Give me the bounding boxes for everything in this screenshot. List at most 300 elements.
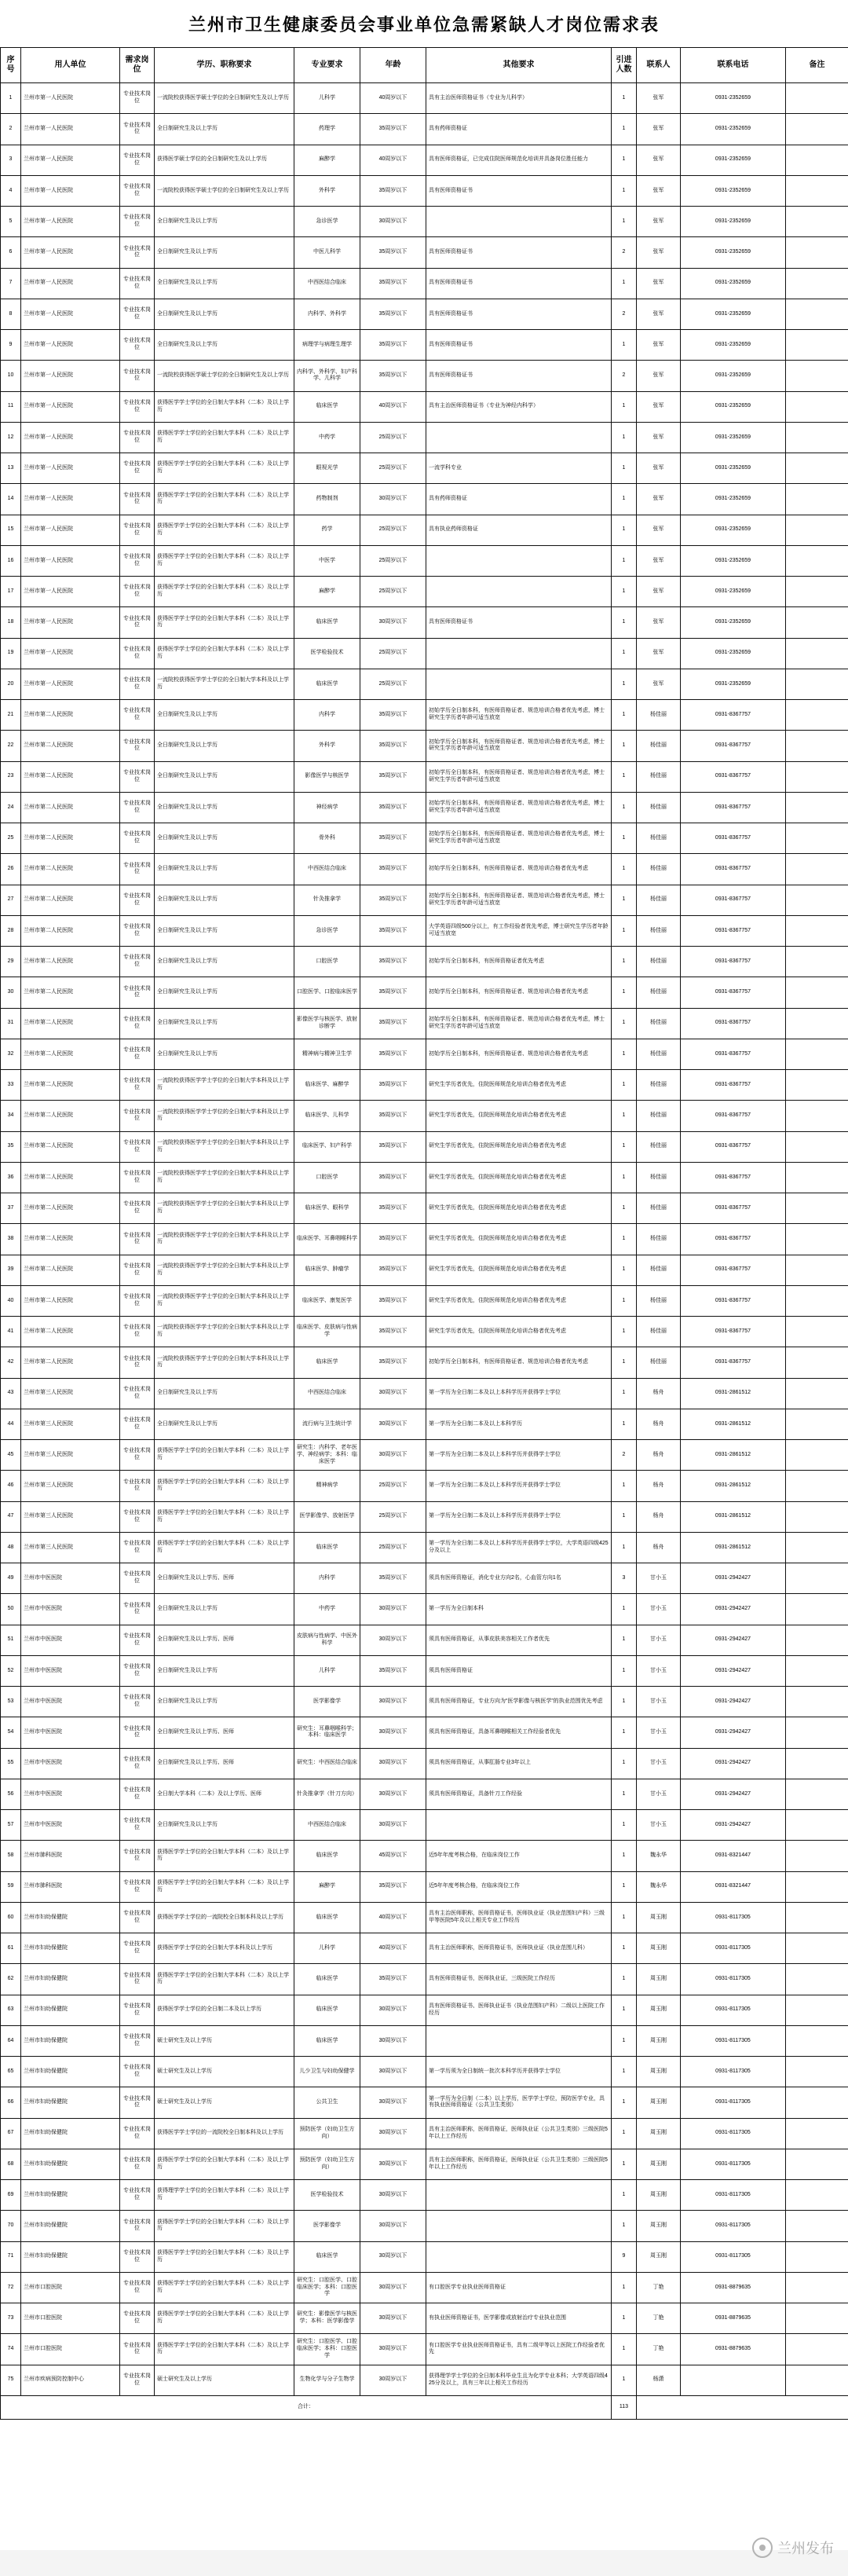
other-requirements-cell: 须具有医师资格证，专业方向为“医学影像与核医学”的执业范围优先考虑 [426,1687,612,1717]
headcount-cell: 1 [612,2118,637,2149]
major-cell: 中医学 [294,545,360,576]
age-cell: 35周岁以下 [360,361,426,391]
contact-person-cell: 杨佳丽 [637,1131,681,1162]
contact-phone-cell: 0931-8117305 [681,2057,786,2087]
headcount-cell: 2 [612,237,637,268]
headcount-cell: 1 [612,484,637,515]
contact-phone-cell: 0931-8117305 [681,2180,786,2211]
contact-phone-cell: 0931-8367757 [681,1285,786,1316]
remarks-cell [786,2057,848,2087]
major-cell: 内科学 [294,1563,360,1594]
header-cell: 联系人 [637,48,681,83]
contact-person-cell: 杨舟 [637,1471,681,1501]
row-number: 66 [1,2087,21,2118]
contact-person-cell: 周玉刚 [637,2025,681,2056]
remarks-cell [786,1378,848,1409]
header-cell: 联系电话 [681,48,786,83]
table-row [1,607,848,638]
contact-person-cell: 丁艳 [637,2272,681,2303]
page-title: 兰州市卫生健康委员会事业单位急需紧缺人才岗位需求表 [188,14,660,35]
other-requirements-cell [426,207,612,237]
remarks-cell [786,1440,848,1471]
other-requirements-cell: 初始学历全日制本科，有医师资格证者、规范培训合格者优先考虑 [426,1347,612,1378]
post-type-cell: 专业技术岗位 [120,237,155,268]
contact-person-cell: 张军 [637,268,681,299]
other-requirements-cell: 初始学历全日制本科，有医师资格证者、规范培训合格者优先考虑，博士研究生学历者年龄可适当放宽 [426,792,612,823]
contact-person-cell: 周玉刚 [637,1964,681,1995]
remarks-cell [786,854,848,885]
age-cell: 30周岁以下 [360,1594,426,1625]
employer-cell: 兰州市第一人民医院 [21,391,120,422]
contact-phone-cell: 0931-8117305 [681,2241,786,2272]
education-cell: 全日制研究生及以上学历、医师 [155,1717,294,1748]
age-cell: 35周岁以下 [360,947,426,977]
row-number: 61 [1,1933,21,1964]
age-cell: 35周岁以下 [360,823,426,854]
post-type-cell: 专业技术岗位 [120,1347,155,1378]
other-requirements-cell [426,2241,612,2272]
major-cell: 临床医学、耳鼻咽喉科学 [294,1224,360,1255]
remarks-cell [786,1594,848,1625]
header-cell: 学历、职称要求 [155,48,294,83]
other-requirements-cell: 第一学历为全日制二本及以上本科学历并获得学士学位，大学英语四级425分及以上 [426,1532,612,1563]
contact-person-cell: 张军 [637,453,681,484]
major-cell: 麻醉学 [294,577,360,607]
employer-cell: 兰州市第一人民医院 [21,299,120,329]
contact-person-cell: 周玉刚 [637,2087,681,2118]
remarks-cell [786,2087,848,2118]
table-row [1,484,848,515]
education-cell: 获得医学学士学位的一流院校全日制本科及以上学历 [155,2118,294,2149]
row-number: 38 [1,1224,21,1255]
remarks-cell [786,1871,848,1902]
other-requirements-cell: 第一学历为全日制二本及以上本科学历并获得学士学位 [426,1471,612,1501]
age-cell: 35周岁以下 [360,1070,426,1101]
age-cell: 35周岁以下 [360,977,426,1008]
education-cell: 获得医学学士学位的全日制大学本科（二本）及以上学历 [155,545,294,576]
headcount-cell: 1 [612,453,637,484]
contact-person-cell: 张军 [637,422,681,453]
age-cell: 40周岁以下 [360,83,426,114]
contact-phone-cell: 0931-2352659 [681,638,786,669]
major-cell: 研究生：耳鼻咽喉科学；本科：临床医学 [294,1717,360,1748]
post-type-cell: 专业技术岗位 [120,607,155,638]
post-type-cell: 专业技术岗位 [120,1779,155,1809]
contact-phone-cell: 0931-2352659 [681,422,786,453]
contact-person-cell: 张军 [637,638,681,669]
education-cell: 一流院校获得医学学士学位的全日制大学本科及以上学历 [155,1193,294,1224]
contact-person-cell: 杨佳丽 [637,700,681,731]
total-value: 113 [612,2395,637,2419]
table-row [1,1008,848,1039]
remarks-cell [786,237,848,268]
table-row [1,977,848,1008]
major-cell: 临床医学 [294,1347,360,1378]
headcount-cell: 1 [612,1810,637,1841]
post-type-cell: 专业技术岗位 [120,577,155,607]
post-type-cell: 专业技术岗位 [120,1933,155,1964]
table-row [1,731,848,761]
headcount-cell: 1 [612,1409,637,1439]
contact-person-cell: 杨佳丽 [637,885,681,915]
remarks-cell [786,915,848,946]
remarks-cell [786,731,848,761]
post-type-cell: 专业技术岗位 [120,700,155,731]
remarks-cell [786,484,848,515]
post-type-cell: 专业技术岗位 [120,1625,155,1655]
table-row [1,1224,848,1255]
post-type-cell: 专业技术岗位 [120,175,155,206]
education-cell: 获得医学学士学位的全日制大学本科（二本）及以上学历 [155,2334,294,2365]
table-row [1,2057,848,2087]
remarks-cell [786,2303,848,2334]
headcount-cell: 1 [612,1501,637,1532]
age-cell: 30周岁以下 [360,1748,426,1779]
age-cell: 35周岁以下 [360,1964,426,1995]
remarks-cell [786,1995,848,2025]
post-type-cell: 专业技术岗位 [120,1070,155,1101]
table-row [1,761,848,792]
table-row [1,823,848,854]
post-type-cell: 专业技术岗位 [120,792,155,823]
contact-phone-cell: 0931-2352659 [681,515,786,545]
employer-cell: 兰州市第二人民医院 [21,1224,120,1255]
age-cell: 35周岁以下 [360,299,426,329]
employer-cell: 兰州市第一人民医院 [21,207,120,237]
major-cell: 内科学 [294,700,360,731]
contact-phone-cell: 0931-8321447 [681,1871,786,1902]
contact-phone-cell: 0931-8879635 [681,2334,786,2365]
post-type-cell: 专业技术岗位 [120,638,155,669]
major-cell: 生物化学与分子生物学 [294,2365,360,2395]
row-number: 74 [1,2334,21,2365]
headcount-cell: 1 [612,977,637,1008]
post-type-cell: 专业技术岗位 [120,1964,155,1995]
age-cell: 35周岁以下 [360,1255,426,1285]
contact-phone-cell: 0931-2352659 [681,330,786,361]
remarks-cell [786,1255,848,1285]
contact-phone-cell: 0931-8117305 [681,1902,786,1933]
other-requirements-cell: 大学英语四级500分以上，有工作经验者优先考虑，博士研究生学历者年龄可适当放宽 [426,915,612,946]
employer-cell: 兰州市第一人民医院 [21,577,120,607]
remarks-cell [786,1101,848,1131]
watermark [752,2538,834,2558]
remarks-cell [786,1779,848,1809]
contact-person-cell: 张军 [637,83,681,114]
table-row [1,1285,848,1316]
other-requirements-cell: 具有医师资格证书 [426,175,612,206]
contact-phone-cell: 0931-8367757 [681,1255,786,1285]
employer-cell: 兰州市妇幼保健院 [21,2025,120,2056]
education-cell: 全日制研究生及以上学历 [155,1409,294,1439]
age-cell: 30周岁以下 [360,2365,426,2395]
row-number: 13 [1,453,21,484]
education-cell: 全日制研究生及以上学历 [155,761,294,792]
row-number: 5 [1,207,21,237]
employer-cell: 兰州市第三人民医院 [21,1532,120,1563]
other-requirements-cell: 具有医师资格证书、医师执业证书（执业范围妇产科）二级以上医院工作经历 [426,1995,612,2025]
contact-phone-cell: 0931-2942427 [681,1810,786,1841]
table-row [1,299,848,329]
table-row [1,2180,848,2211]
education-cell: 硕士研究生及以上学历 [155,2087,294,2118]
contact-phone-cell: 0931-8117305 [681,1933,786,1964]
table-row [1,83,848,114]
post-type-cell: 专业技术岗位 [120,1532,155,1563]
headcount-cell: 1 [612,175,637,206]
remarks-cell [786,669,848,699]
table-row [1,268,848,299]
row-number: 25 [1,823,21,854]
age-cell: 25周岁以下 [360,453,426,484]
major-cell: 口腔医学 [294,1162,360,1193]
contact-phone-cell: 0931-2352659 [681,453,786,484]
contact-phone-cell: 0931-8367757 [681,977,786,1008]
remarks-cell [786,1933,848,1964]
post-type-cell: 专业技术岗位 [120,915,155,946]
age-cell: 35周岁以下 [360,1131,426,1162]
headcount-cell: 1 [612,1317,637,1347]
other-requirements-cell: 具有医师资格证，已完成住院医师规范化培训并具备岗位胜任能力 [426,145,612,175]
contact-phone-cell: 0931-2942427 [681,1779,786,1809]
contact-person-cell: 张军 [637,361,681,391]
age-cell: 30周岁以下 [360,2149,426,2179]
post-type-cell: 专业技术岗位 [120,1717,155,1748]
major-cell: 医学检验技术 [294,638,360,669]
employer-cell: 兰州市第二人民医院 [21,977,120,1008]
headcount-cell: 1 [612,330,637,361]
age-cell: 25周岁以下 [360,1471,426,1501]
post-type-cell: 专业技术岗位 [120,1317,155,1347]
education-cell: 硕士研究生及以上学历 [155,2057,294,2087]
major-cell: 影像医学与核医学、放射诊断学 [294,1008,360,1039]
remarks-cell [786,1964,848,1995]
contact-phone-cell: 0931-8367757 [681,1039,786,1069]
contact-phone-cell: 0931-2352659 [681,145,786,175]
other-requirements-cell: 研究生学历者优先，住院医师规范化培训合格者优先考虑 [426,1193,612,1224]
education-cell: 全日制研究生及以上学历 [155,237,294,268]
education-cell: 全日制研究生及以上学历 [155,792,294,823]
age-cell: 35周岁以下 [360,1224,426,1255]
contact-phone-cell: 0931-2352659 [681,268,786,299]
employer-cell: 兰州市中医医院 [21,1748,120,1779]
contact-phone-cell: 0931-8367757 [681,761,786,792]
age-cell: 35周岁以下 [360,915,426,946]
contact-phone-cell: 0931-8117305 [681,1964,786,1995]
post-type-cell: 专业技术岗位 [120,1378,155,1409]
row-number: 39 [1,1255,21,1285]
education-cell: 全日制研究生及以上学历 [155,114,294,145]
age-cell: 30周岁以下 [360,1409,426,1439]
employer-cell: 兰州市中医医院 [21,1810,120,1841]
age-cell: 35周岁以下 [360,854,426,885]
headcount-cell: 1 [612,2057,637,2087]
contact-phone-cell: 0931-2352659 [681,669,786,699]
major-cell: 精神病学 [294,1471,360,1501]
education-cell: 一流院校获得医学学士学位的全日制大学本科及以上学历 [155,1070,294,1101]
other-requirements-cell: 第一学历为全日制二本及以上本科学历并获得学士学位 [426,1501,612,1532]
headcount-cell: 1 [612,1687,637,1717]
remarks-cell [786,577,848,607]
other-requirements-cell: 第一学历为全日制二本及以上本科学历并获得学士学位 [426,1440,612,1471]
major-cell: 中医儿科学 [294,237,360,268]
post-type-cell: 专业技术岗位 [120,1255,155,1285]
major-cell: 精神病与精神卫生学 [294,1039,360,1069]
contact-person-cell: 张军 [637,577,681,607]
table-row [1,1871,848,1902]
contact-phone-cell: 0931-2861512 [681,1471,786,1501]
contact-phone-cell: 0931-2942427 [681,1594,786,1625]
table-row [1,1101,848,1131]
contact-phone-cell: 0931-8117305 [681,2087,786,2118]
post-type-cell: 专业技术岗位 [120,484,155,515]
table-row [1,1378,848,1409]
other-requirements-cell: 须具有医师资格证，消化专业方向2名，心血管方向1名 [426,1563,612,1594]
row-number: 63 [1,1995,21,2025]
post-type-cell: 专业技术岗位 [120,114,155,145]
post-type-cell: 专业技术岗位 [120,2241,155,2272]
row-number: 42 [1,1347,21,1378]
headcount-cell: 1 [612,2211,637,2241]
contact-phone-cell: 0931-2942427 [681,1625,786,1655]
remarks-cell [786,2180,848,2211]
major-cell: 临床医学 [294,1532,360,1563]
post-type-cell: 专业技术岗位 [120,1501,155,1532]
remarks-cell [786,1841,848,1871]
age-cell: 35周岁以下 [360,175,426,206]
contact-person-cell: 张军 [637,237,681,268]
other-requirements-cell [426,577,612,607]
major-cell: 中西医结合临床 [294,854,360,885]
post-type-cell: 专业技术岗位 [120,1748,155,1779]
education-cell: 全日制研究生及以上学历、医师 [155,1625,294,1655]
headcount-cell: 1 [612,114,637,145]
contact-person-cell: 丁艳 [637,2334,681,2365]
headcount-cell: 1 [612,947,637,977]
other-requirements-cell [426,545,612,576]
remarks-cell [786,1810,848,1841]
other-requirements-cell: 第一学历为全日制本科 [426,1594,612,1625]
post-type-cell: 专业技术岗位 [120,669,155,699]
employer-cell: 兰州市第二人民医院 [21,1070,120,1101]
post-type-cell: 专业技术岗位 [120,1039,155,1069]
table-row [1,422,848,453]
education-cell: 获得医学学士学位的全日制大学本科（二本）及以上学历 [155,2211,294,2241]
contact-person-cell: 周玉刚 [637,1995,681,2025]
post-type-cell: 专业技术岗位 [120,330,155,361]
employer-cell: 兰州市第三人民医院 [21,1409,120,1439]
table-row [1,114,848,145]
post-type-cell: 专业技术岗位 [120,1810,155,1841]
other-requirements-cell [426,2211,612,2241]
table-row [1,1964,848,1995]
age-cell: 40周岁以下 [360,145,426,175]
education-cell: 获得医学学士学位的全日制大学本科（二本）及以上学历 [155,2149,294,2179]
education-cell: 全日制研究生及以上学历 [155,1687,294,1717]
major-cell: 医学影像学 [294,1687,360,1717]
contact-person-cell: 甘小玉 [637,1594,681,1625]
employer-cell: 兰州市第一人民医院 [21,453,120,484]
contact-phone-cell: 0931-8367757 [681,854,786,885]
remarks-cell [786,422,848,453]
headcount-cell: 1 [612,1101,637,1131]
headcount-cell: 1 [612,1347,637,1378]
major-cell: 研究生：口腔医学、口腔临床医学；本科：口腔医学 [294,2272,360,2303]
major-cell: 医学影像学 [294,2211,360,2241]
contact-phone-cell: 0931-2942427 [681,1748,786,1779]
contact-phone-cell: 0931-2352659 [681,299,786,329]
contact-person-cell: 杨佳丽 [637,1101,681,1131]
contact-phone-cell: 0931-2942427 [681,1687,786,1717]
education-cell: 一流院校获得医学学士学位的全日制大学本科及以上学历 [155,1285,294,1316]
age-cell: 30周岁以下 [360,2025,426,2056]
other-requirements-cell [426,422,612,453]
headcount-cell: 1 [612,1655,637,1686]
remarks-cell [786,1687,848,1717]
remarks-cell [786,268,848,299]
age-cell: 30周岁以下 [360,2087,426,2118]
row-number: 35 [1,1131,21,1162]
row-number: 47 [1,1501,21,1532]
headcount-cell: 1 [612,1255,637,1285]
contact-phone-cell: 0931-8879635 [681,2272,786,2303]
headcount-cell: 1 [612,1964,637,1995]
remarks-cell [786,2118,848,2149]
education-cell: 获得医学硕士学位的全日制研究生及以上学历 [155,145,294,175]
remarks-cell [786,1162,848,1193]
other-requirements-cell: 具有医师资格证书 [426,361,612,391]
row-number: 11 [1,391,21,422]
row-number: 40 [1,1285,21,1316]
age-cell: 35周岁以下 [360,1039,426,1069]
education-cell: 获得医学学士学位的全日制大学本科（二本）及以上学历 [155,2303,294,2334]
major-cell: 针灸推拿学（针刀方向） [294,1779,360,1809]
contact-phone-cell: 0931-8367757 [681,700,786,731]
contact-person-cell: 甘小玉 [637,1779,681,1809]
table-row [1,453,848,484]
headcount-cell: 1 [612,145,637,175]
remarks-cell [786,1717,848,1748]
row-number: 55 [1,1748,21,1779]
major-cell: 儿科学 [294,1655,360,1686]
headcount-cell: 1 [612,1779,637,1809]
education-cell: 一流院校获得医学学士学位的全日制大学本科及以上学历 [155,1317,294,1347]
major-cell: 临床医学、眼科学 [294,1193,360,1224]
major-cell: 骨外科 [294,823,360,854]
major-cell: 儿少卫生与妇幼保健学 [294,2057,360,2087]
education-cell: 全日制研究生及以上学历 [155,1810,294,1841]
headcount-cell: 1 [612,700,637,731]
watermark-text: 兰州发布 [777,2541,834,2556]
other-requirements-cell: 近5年年度考核合格，在临床岗位工作 [426,1871,612,1902]
major-cell: 药物制剂 [294,484,360,515]
employer-cell: 兰州市第二人民医院 [21,1285,120,1316]
contact-person-cell: 张军 [637,669,681,699]
table-row [1,207,848,237]
contact-person-cell: 杨佳丽 [637,1224,681,1255]
post-type-cell: 专业技术岗位 [120,823,155,854]
headcount-cell: 1 [612,915,637,946]
contact-phone-cell: 0931-2352659 [681,577,786,607]
remarks-cell [786,2334,848,2365]
table-row [1,1563,848,1594]
employer-cell: 兰州市第一人民医院 [21,237,120,268]
row-number: 9 [1,330,21,361]
post-type-cell: 专业技术岗位 [120,1841,155,1871]
age-cell: 30周岁以下 [360,1995,426,2025]
remarks-cell [786,2272,848,2303]
contact-phone-cell: 0931-2352659 [681,207,786,237]
